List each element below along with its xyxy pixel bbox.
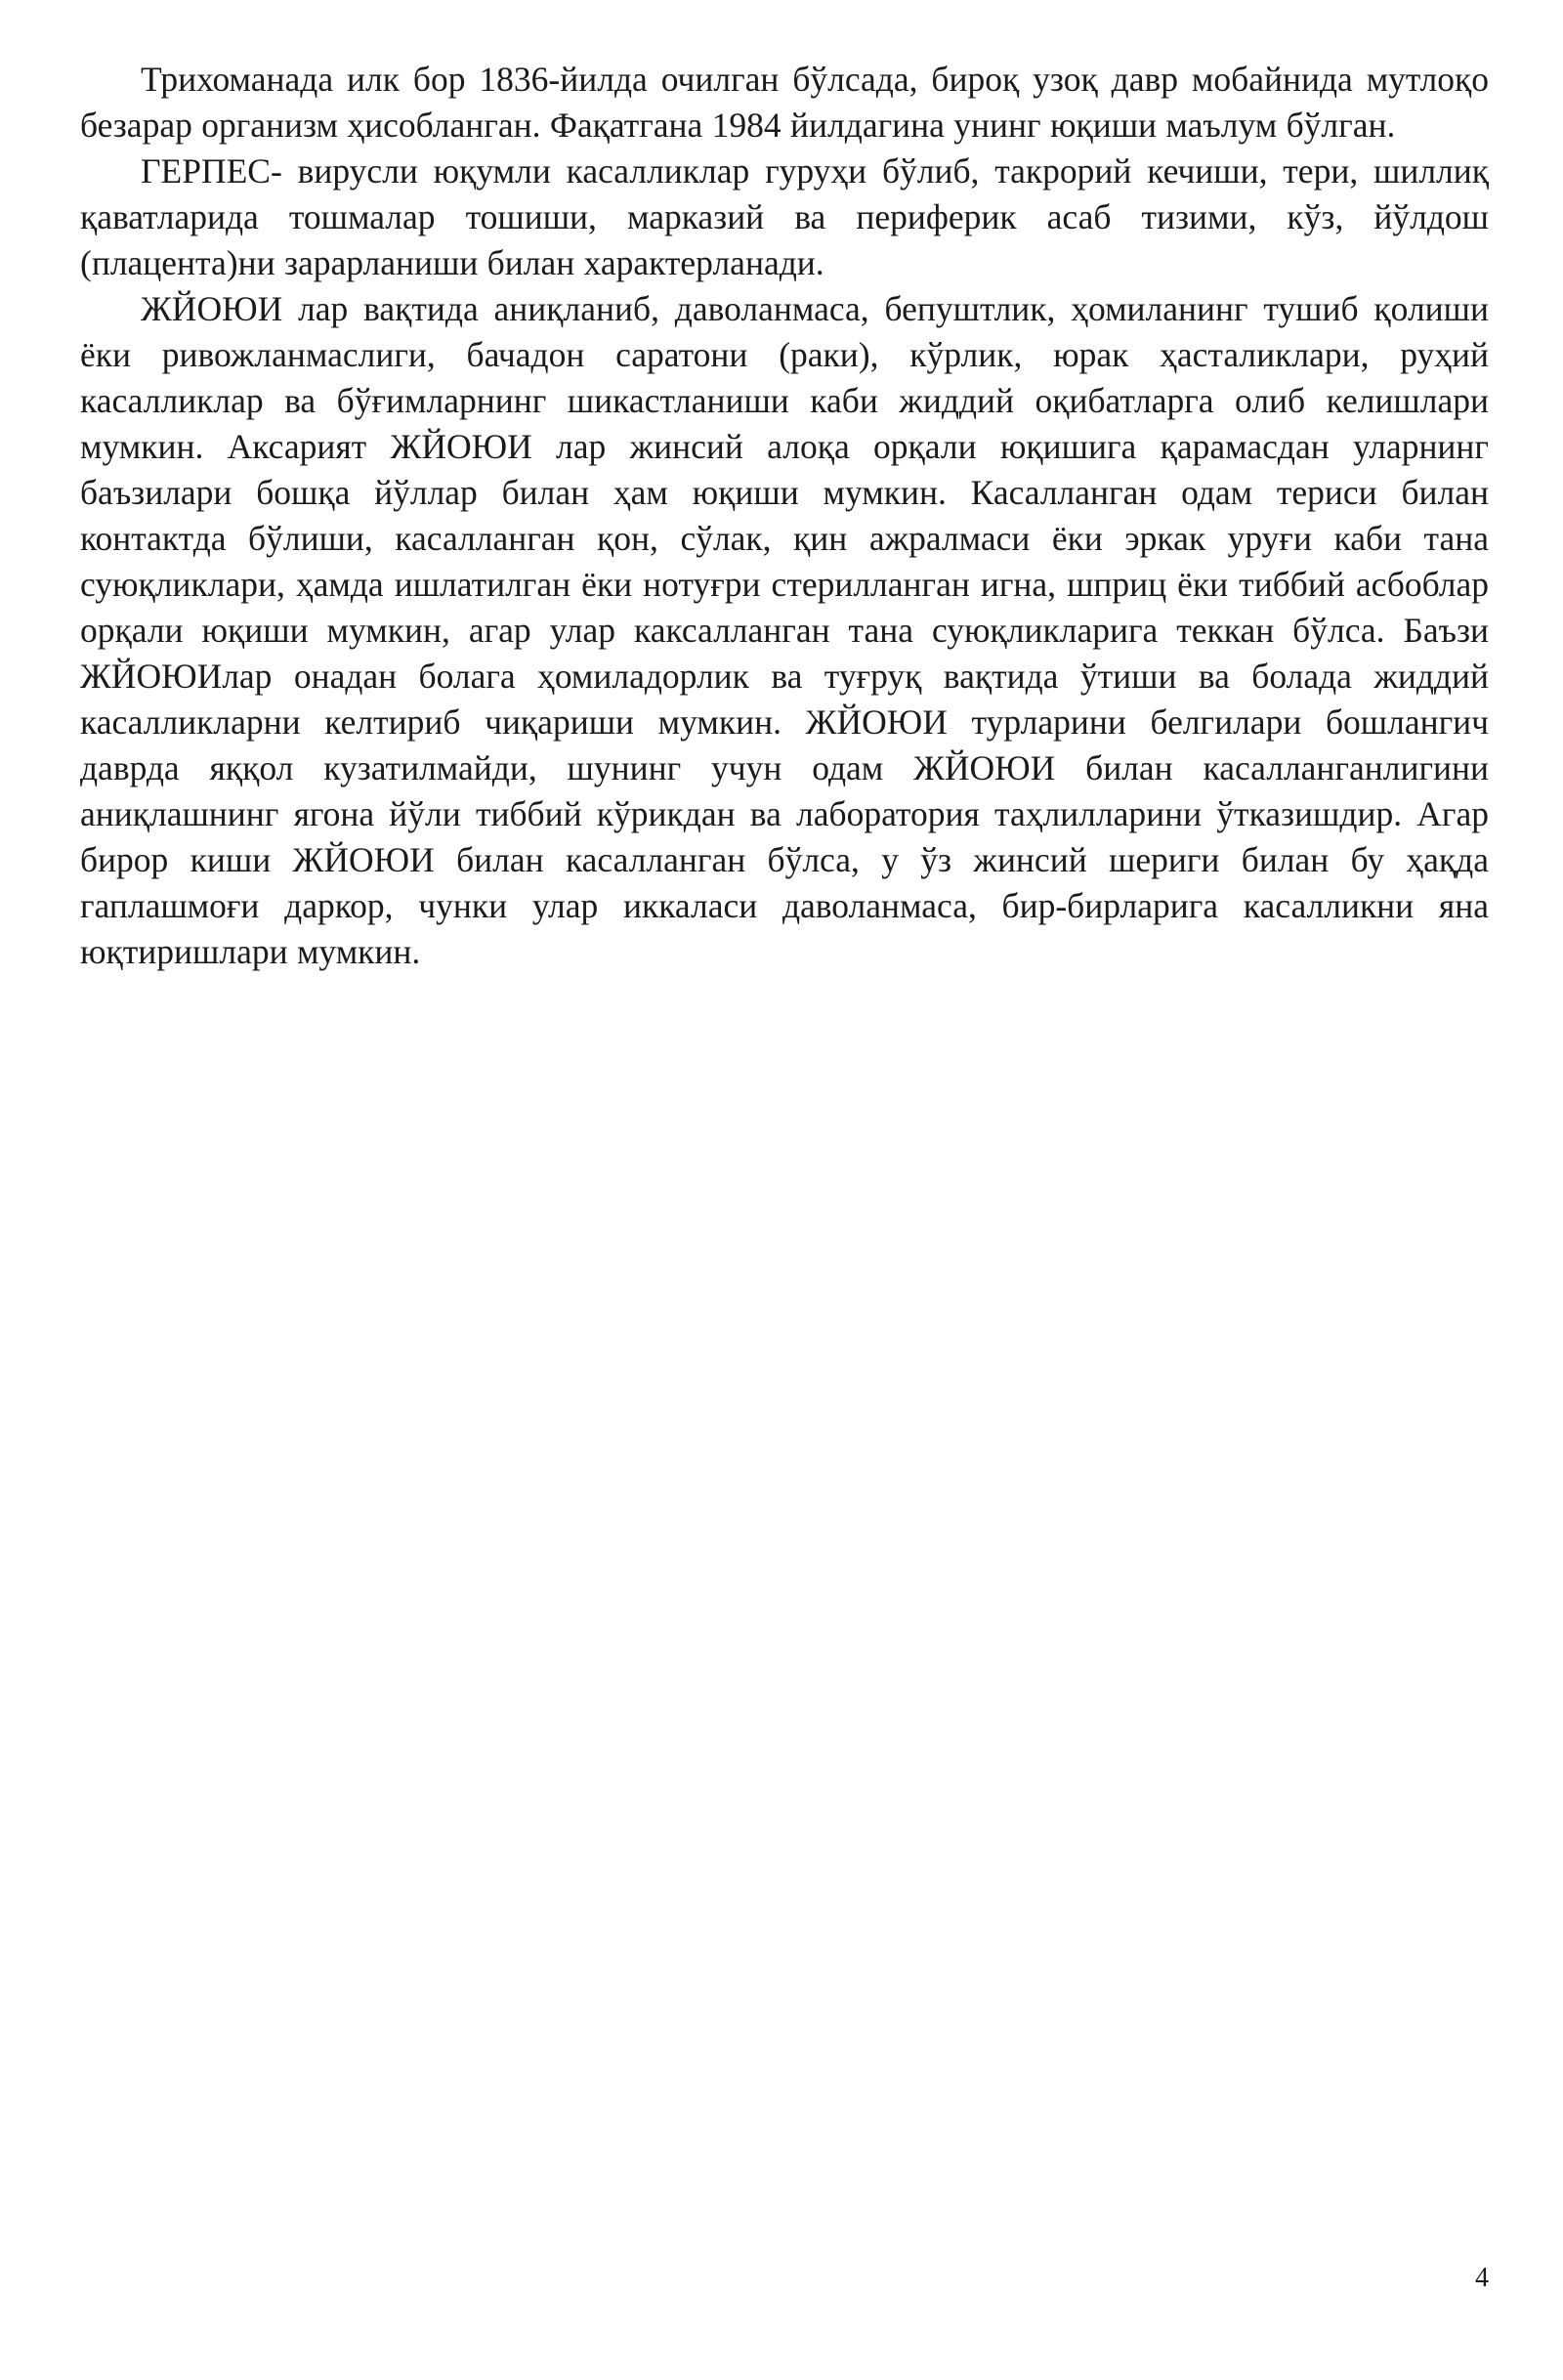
page-number: 4	[1475, 2263, 1489, 2293]
paragraph-trichomonas: Трихоманада илк бор 1836-йилда очилган бўлсада, бироқ узоқ давр мобайнида мутлоқо безарар организм ҳисобланган. Фақатгана 1984 йилдагина унинг юқиши маълум бўлган.	[80, 60, 1489, 145]
body-text	[80, 57, 1489, 975]
paragraph-herpes: ГЕРПЕС- вирусли юқумли касалликлар гуруҳи бўлиб, такрорий кечиши, тери, шиллиқ қаватларида тошмалар тошиши, марказий ва периферик асаб тизими, кўз, йўлдош (плацента)ни зарарланиши билан характерланади.	[80, 151, 1489, 282]
paragraph-sti-consequences: ЖЙОЮИ лар вақтида аниқланиб, даволанмаса, бепуштлик, ҳомиланинг тушиб қолиши ёки ривожланмаслиги, бачадон саратони (раки), кўрлик, юрак ҳасталиклари, руҳий касалликлар ва бўғимларнинг шикастланиши каби жиддий оқибатларга олиб келишлари мумкин. Аксарият ЖЙОЮИ лар жинсий алоқа орқали юқишига қарамасдан уларнинг баъзилари бошқа йўллар билан ҳам юқиши мумкин. Касалланган одам териси билан контактда бўлиши, касалланган қон, сўлак, қин ажралмаси ёки эркак уруғи каби тана суюқликлари, ҳамда ишлатилган ёки нотуғри стерилланган игна, шприц ёки тиббий асбоблар орқали юқиши мумкин, агар улар каксалланган тана суюқликларига теккан бўлса. Баъзи ЖЙОЮИлар онадан болага ҳомиладорлик ва туғруқ вақтида ўтиши ва болада жиддий касалликларни келтириб чиқариши мумкин. ЖЙОЮИ турларини белгилари бошлангич даврда яққол кузатилмайди, шунинг учун одам ЖЙОЮИ билан касалланганлигини аниқлашнинг ягона йўли тиббий кўрикдан ва лаборатория таҳлилларини ўтказишдир. Агар бирор киши ЖЙОЮИ билан касалланган бўлса, у ўз жинсий шериги билан бу ҳақда гаплашмоғи даркор, чунки улар иккаласи даволанмаса, бир-бирларига касалликни яна юқтиришлари мумкин.	[80, 289, 1489, 971]
